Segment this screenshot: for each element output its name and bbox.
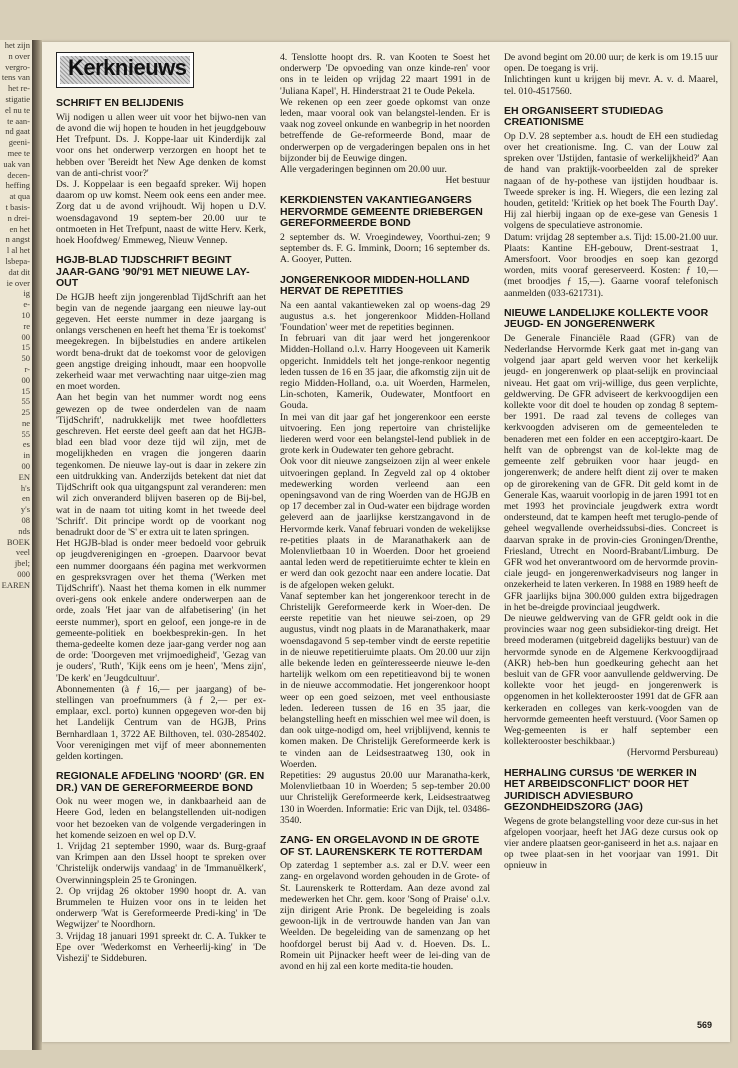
left-page-fragment: h's <box>20 482 30 493</box>
left-page-fragment: EAREN <box>1 579 30 590</box>
left-page-fragment: ie over <box>6 277 30 288</box>
left-page-fragment: ne <box>21 417 30 428</box>
left-page-fragment: 08 <box>21 515 30 526</box>
left-page-fragment: 000 <box>17 569 30 580</box>
left-page-fragment: heffing <box>5 180 30 191</box>
paragraph: De Generale Financiële Raad (GFR) van de Nederlandse Hervormde Kerk gaat met in-gang van volgend jaar apart geld werven voor het kerkelijk jeugd- en jongerenwerk op plaat-selijk en provinciaal niveau. Het gaat om vrij-willige, dus geen verplichte, geldwerving. De GFR adviseert de kerkvoogdijen een kollekte voor dit doel te houden op zondag 8 septem-ber 1991. De raad zal tevens de colleges van kerkvoogden adviseren om de gemeenteleden te benaderen met een folder en een acceptgiro-kaart. De helft van de opbrengst van de kol-lekte mag de gemeente zelf gebruiken voor haar jeugd- en jongerenwerk; de andere helft dient zij over te maken op de girorekening van de GFR. Dit geld komt in de Generale Kas, waaruit voorlopig in de jaren 1991 tot en met 1993 het provinciale jeugdwerk extra wordt ondersteund, dat te kampen heeft met teruglo-pende of geheel wegvallende overheidssubsi-dies. Concreet is daarvan sprake in de provin-cies Groningen/Drenthe, Friesland, Utrecht en Noord-Brabant/Limburg. De GFR wod het onverantwoord om de hervormde provin-ciale jeugd- en jongerenwerkadviseurs nog langer in onzekerheid te laten verkeren. In 1988 en 1989 heeft de GFR jaarlijks bijna 300.000 gulden extra bijgedragen in het be-dreigde provinciaal jeugdwerk. <box>504 332 718 613</box>
left-page-fragment: ig <box>23 288 30 299</box>
left-page-fragment: het zijn <box>4 40 30 50</box>
left-page-fragment: n over <box>8 50 30 61</box>
column-1 <box>56 52 266 1012</box>
left-page-fragment: n drei- <box>7 212 30 223</box>
left-page-fragment: nd gaat <box>5 126 30 137</box>
paragraph: De HGJB heeft zijn jongerenblad TijdSchrift aan het begin van de negende jaargang een nieuwe lay-out gegeven. Het eerste nummer in deze jaargang is onlangs verschenen en heeft het thema 'Er is toekomst' meegekregen. In bijbelstudies en andere artikelen wordt bena-drukt dat de toekomst voor de gelovigen geen angstige dreiging inhoudt, maar een hoopvolle zekerheid waar met verwachting naar uitge-zien mag en moet worden. <box>56 291 266 393</box>
paragraph: Op zaterdag 1 september a.s. zal er D.V. weer een zang- en orgelavond worden gehouden in de Grote- of St. Laurenskerk te Rotterdam. Aan deze avond zal medewerken het Chr. gem. koor 'Song of Praise' o.l.v. zijn dirigent Arie Pronk. De begeleiding is zoals gewoon-lijk in de vertrouwde handen van Jan van Weelden. De begeleiding van de samenzang op het hoofdorgel berust bij Aad v. d. Hoeven. Ds. L. Romein uit Pijnacker heeft weer de lei-ding van de avond en hij zal een korte medita-tie houden. <box>280 860 490 972</box>
left-page-fragment: tens van <box>1 72 30 83</box>
paragraph: Na een aantal vakantieweken zal op woens-dag 29 augustus a.s. het jongerenkoor Midden-Holland 'Foundation' weer met de repetities beginnen. <box>280 299 490 333</box>
left-page-fragment: in <box>23 450 30 461</box>
paragraph: Aan het begin van het nummer wordt nog eens gewezen op de twee onderdelen van de naam 'TijdSchrift', nadrukkelijk met twee hoofdletters geschreven. Het eerste deel geeft aan dat het HGJB-blad een blad voor deze tijd wil zijn, met de mogelijkheden en vragen die jongeren daarin tegenkomen. De nieuwe lay-out is daar in zekere zin een uitdrukking van. Anderzijds betekent dat niet dat TijdSchrift ook qua uitgangspunt zal veranderen: men wil zich onveranderd blijven baseren op de Bij-bel, wat in de naam tot uiting komt in het tweede deel 'Schrift'. Dit principe wordt op de voorkant nog benadrukt door de 'S' er extra uit te laten springen. <box>56 392 266 538</box>
left-page-fragment: BOEK <box>6 536 30 547</box>
paragraph: Inlichtingen kunt u krijgen bij mevr. A. v. d. Maarel, tel. 010-4517560. <box>504 74 718 97</box>
previous-page-edge <box>0 40 34 1050</box>
heading-eh: EH ORGANISEERT STUDIEDAG CREATIONISME <box>504 104 664 129</box>
heading-herhaling: HERHALING CURSUS 'DE WERKER IN HET ARBEIDSCONFLICT' DOOR HET JURIDISCH ADVIESBURO GEZONDHEIDSZORG (JAG) <box>504 766 697 814</box>
signature: Het bestuur <box>445 175 490 187</box>
left-page-fragment: jbel; <box>14 558 30 569</box>
left-page-fragment: stigatie <box>5 93 30 104</box>
paragraph: Op D.V. 28 september a.s. houdt de EH een studiedag over het creationisme. Ing. C. van der Louw zal spreken over 'IJstijden, fantasie of werkelijkheid?' Aan de hand van praktijk-voorbeelden zal de spreker nagaan of de hy-pothese van ijstijden houdbaar is. Tweede spreker is ing. H. Wiegers, die een lezing zal houden, getiteld: 'Kritiek op het boek The Fourth Day'. Hij zal hierbij ingaan op de exe-gese van Genesis 1 volgens de speculatieve astronomie. <box>504 130 718 232</box>
paragraph: De avond begint om 20.00 uur; de kerk is om 19.15 uur open. De toegang is vrij. <box>504 52 718 75</box>
heading-kerkdiensten: KERKDIENSTEN VAKANTIEGANGERS HERVORMDE GEMEENTE DRIEBERGEN GEREFORMEERDE BOND <box>280 194 483 230</box>
heading-schrift: SCHRIFT EN BELIJDENIS <box>56 97 184 110</box>
signature: (Hervormd Persbureau) <box>627 747 718 759</box>
left-page-fragment: 10 <box>21 309 30 320</box>
left-page-fragment: mee te <box>7 147 30 158</box>
heading-hgjb: HGJB-BLAD TIJDSCHRIFT BEGINT JAAR-GANG '90/'91 MET NIEUWE LAY-OUT <box>56 254 250 290</box>
left-page-fragment: 15 <box>21 385 30 396</box>
left-page-fragment: EN <box>18 471 30 482</box>
left-page-fragment: l al het <box>6 245 30 256</box>
left-page-fragment: y's <box>20 504 30 515</box>
paragraph: Datum: vrijdag 28 september a.s. Tijd: 15.00-21.00 uur. Plaats: Kantine EH-gebouw, Drent-sestraat 1, Amersfoort. Voor broodjes en soep kan gezorgd worden, mits vooraf gereserveerd. Kosten: ƒ 10,— (met broodjes ƒ 15,—). Gaarne vooraf telefonisch aanmelden (033-621731). <box>504 231 718 299</box>
left-page-fragment: t basis- <box>5 201 30 212</box>
left-page-fragment: 55 <box>21 396 30 407</box>
paragraph: Alle vergaderingen beginnen om 20.00 uur. <box>280 164 447 176</box>
left-page-fragment: decen- <box>7 169 30 180</box>
paragraph: Wegens de grote belangstelling voor deze cur-sus in het afgelopen voorjaar, heeft het JAG deze cursus ook op vier andere plaatsen geor-ganiseerd in het a.s. najaar en op twee plaat-sen in het voorjaar van 1991. Dit opnieuw in <box>504 815 718 872</box>
heading-kollekte: NIEUWE LANDELIJKE KOLLEKTE VOOR JEUGD- EN JONGERENWERK <box>504 306 709 331</box>
left-page-fragment: 15 <box>21 342 30 353</box>
paragraph: In februari van dit jaar werd het jongerenkoor Midden-Holland o.l.v. Harry Hoogeveen uit Kamerik opgericht. Inmiddels telt het jonge-renkoor negentig leden tussen de 16 en 35 jaar, die afkomstig zijn uit de regio Midden-Holland, o.a. uit Woerden, Harmelen, Lin-schoten, Kamerik, Oudewater, Montfoort en Gouda. <box>280 333 490 412</box>
book-gutter <box>32 40 42 1050</box>
left-page-fragment: lsbepa- <box>5 255 30 266</box>
rubric-logo <box>56 52 194 88</box>
paragraph: In mei van dit jaar gaf het jongerenkoor een eerste uitvoering. Een jong repertoire van christelijke liederen werd voor een belangstel-lend publiek in de grote kerk in Oudewater ten gehore gebracht. <box>280 411 490 457</box>
page-number: 569 <box>696 1020 712 1030</box>
left-page-fragment: 25 <box>21 407 30 418</box>
paragraph: Repetities: 29 augustus 20.00 uur Maranatha-kerk, Molenvlietbaan 10 in Woerden; 5 sep-tember 20.00 uur Christelijk Gereformeerde kerk, Leidsestraatweg 130 in Woerden. Informatie: Eric van Dijk, tel. 03486-3540. <box>280 770 490 826</box>
left-page-fragment: en het <box>9 223 30 234</box>
magazine-page <box>42 42 730 1042</box>
paragraph: Wij nodigen u allen weer uit voor het bijwo-nen van de avond die wij hopen te houden in het jeugdgebouw Het Trefpunt. Ds. J. Koppe-laar uit Kinderdijk zal voor ons het onderwerp verzorgen en hoopt het te hebben over 'Bereidt het New Age denken de komst van de anti-christ voor?' <box>56 111 266 179</box>
left-page-fragment: te aan- <box>7 115 30 126</box>
heading-regionale: REGIONALE AFDELING 'NOORD' (GR. EN DR.) VAN DE GEREFORMEERDE BOND <box>56 770 265 794</box>
left-page-fragment: at qua <box>9 191 30 202</box>
column-2 <box>280 52 490 1012</box>
paragraph: We rekenen op een zeer goede opkomst van onze leden, maar vooral ook van belangstel-lenden. Er is vaak nog zoveel onkunde en wanbegrip in het noorden betreffende de Ge-reformeerde Bond, maar de onderwerpen op de vergaderingen bepalen ons in het bijzonder bij de Eeuwige dingen. <box>280 96 490 164</box>
paragraph: Ook nu weer mogen we, in dankbaarheid aan de Heere God, leden en belangstellenden uit-nodigen voor het bezoeken van de volgende vergaderingen in het komende seizoen en wel op D.V. <box>56 796 266 841</box>
paragraph: Het HGJB-blad is onder meer bedoeld voor gebruik op jeugdverenigingen en -groepen. Daarvoor bevat een nummer doorgaans één pagina met werkvormen en gespreksvragen over het thema ('Werken met TijdSchrift'). Naast het thema komen in elk nummer overi-gens ook enkele andere onderwerpen aan de orde, zoals 'Het jaar van de alfabetisering' (in het eerste nummer), sport en geloof, een jonge-re in de gemeente-politiek en boekbesprekin-gen. In het thema-gedeelte komen deze jaar-gang verder nog aan de orde: 'Doorgeven met vrijmoedigheid', 'Gezag van je ouders', 'Ruth', 'Kijk eens om je heen', 'Mens zijn', 'De kerk' en 'Jeugdcultuur'. <box>56 538 266 684</box>
paragraph: Vanaf september kan het jongerenkoor terecht in de Christelijk Gereformeerde kerk in Woer-den. De eerste repetitie van het nieuwe sei-zoen, op 29 augustus, vindt nog plaats in de Maranathakerk, maar woensdagavond 5 sep-tember vindt de eerste repetitie in de nieuwe repetitieruimte plaats. Om 20.00 uur zijn alle bekende leden en geïnteresseerde nieuwe le-den hartelijk welkom om een repetitieavond bij te wonen in de nieuwe accommodatie. Het jongerenkoor hoopt weer op een goed seizoen, met veel enthousiaste leden. Iedereen tussen de 16 en 35 jaar, die belangstelling heeft en misschien wel mee wil doen, is dan ook uitge-nodigd om, heel vrijblijvend, kennis te komen maken. De Christelijk Gereformeerde kerk is te vinden aan de Leidsestraatweg 130, ook in Woerden. <box>280 590 490 770</box>
rubric-title: Kerknieuws <box>68 55 187 80</box>
paragraph: Abonnementen (à ƒ 16,— per jaargang) of be-stellingen van proefnummers (à ƒ 2,— per ex-emplaar, excl. porto) kunnen opgegeven wor-den bij het Landelijk Centrum van de HGJB, Prins Bernhardlaan 1, 3722 AE Bilthoven, tel. 030-285402. Voor verenigingen met vijf of meer abonnementen gelden kortingen. <box>56 683 266 762</box>
left-page-fragment: n angst <box>5 234 30 245</box>
left-page-fragment: het re- <box>8 83 30 94</box>
left-page-fragment: re <box>23 320 30 331</box>
left-page-fragment: veel <box>15 547 30 558</box>
paragraph: 4. Tenslotte hoopt drs. R. van Kooten te Soest het onderwerp 'De opvoeding van onze kinde-ren' voor ons in te leiden op vrijdag 22 maart 1991 in de 'Juliana Kapel', H. Hinderstraat 21 te Oude Pekela. <box>280 52 490 97</box>
left-page-fragment: vergro- <box>5 61 30 72</box>
paragraph: De nieuwe geldwerving van de GFR geldt ook in die provincies waar nog geen subsidiekor-ting dreigt. Het breed moderamen (uitgebreid dagelijks bestuur) van de hervormde synode en de Algemene Kerkvoogdijraad (AKR) heb-ben hun goedkeuring gehecht aan het besluit van de GFR voor aanvullende geldwerving. De kollekte voor het jeugd- en jongerenwerk is opgenomen in het kollekterooster 1991 dat de GFR aan kerkeraden en colleges van kerk-voogden van de hervormde gemeenten heeft verstuurd. (Voor Samen op Weg-gemeenten is er half september een kollekterooster beschikbaar.) <box>504 612 718 748</box>
heading-zang: ZANG- EN ORGELAVOND IN DE GROTE OF ST. LAURENSKERK TE ROTTERDAM <box>280 834 483 858</box>
paragraph: 2 september ds. W. Vroegindewey, Voorthui-zen; 9 september ds. F. G. Immink, Doorn; 16 september ds. A. Gooyer, Putten. <box>280 231 490 266</box>
left-page-fragment: 55 <box>21 428 30 439</box>
left-page-fragment: 00 <box>21 374 30 385</box>
paragraph: 3. Vrijdag 18 januari 1991 spreekt dr. C. A. Tukker te Epe over 'Wederkomst en Verheerlij-king' in 'De Vishezij' te Siddeburen. <box>56 930 266 965</box>
heading-jongerenkoor: JONGERENKOOR MIDDEN-HOLLAND HERVAT DE REPETITIES <box>280 273 470 298</box>
left-page-fragment: geeni- <box>8 137 30 148</box>
left-page-fragment: e- <box>23 299 30 310</box>
paragraph: 1. Vrijdag 21 september 1990, waar ds. Burg-graaf van Krimpen aan den IJssel hoopt te spreken over 'Christelijk onderwijs vandaag' in de 'Immanuëlkerk', Overwinningsplein 25 te Groningen. <box>56 840 266 886</box>
column-3 <box>504 52 718 1012</box>
paragraph: 2. Op vrijdag 26 oktober 1990 hoopt dr. A. van Brummelen te Huizen voor ons in te leiden het onderwerp 'Wat is Gereformeerde Predi-king' in 'De Wegwijzer' te Noordhorn. <box>56 885 266 931</box>
left-page-fragment: es <box>22 439 30 450</box>
paragraph: Ook voor dit nieuwe zangseizoen zijn al weer enkele uitvoeringen gepland. In Zegveld zal op 4 oktober medewerking worden verleend aan een openingsavond van de ring Woerden van de HGJB en op 17 december zal in Oud-water een bijdrage worden geleverd aan de jaarlijkse kerstzangavond in de Hervormde kerk. Vanaf februari vonden de wekelijkse re-petities plaats in de Maranathakerk aan de Molenvlietbaan 10 in Woerden. Door het groeiend aantal leden werd de repetitieruimte echter te klein en er werd dan ook gezocht naar een andere locatie. Dat is de afgelopen weken gelukt. <box>280 456 490 591</box>
left-page-fragment: uak van <box>3 158 30 169</box>
left-page-fragment: 50 <box>21 353 30 364</box>
left-page-fragment: 00 <box>21 331 30 342</box>
left-page-fragment: 00 <box>21 461 30 472</box>
left-page-fragment: el nu te <box>4 104 30 115</box>
left-page-fragment: nds <box>18 525 30 536</box>
left-page-fragment: dat dit <box>8 266 30 277</box>
left-page-fragment: r- <box>24 363 30 374</box>
left-page-fragment: en <box>21 493 30 504</box>
paragraph: Ds. J. Koppelaar is een begaafd spreker. Wij hopen daarom op uw komst. Neem ook eens een ander mee. Zorg dat u de avond vrijhoudt. Wij hopen u D.V. woensdagavond 19 septem-ber 20.00 uur te ontmoeten in Het Trefpunt, naast de witte Herv. Kerk, hoek Hoofdweg/ Emmeweg, Nieuw Vennep. <box>56 178 266 246</box>
